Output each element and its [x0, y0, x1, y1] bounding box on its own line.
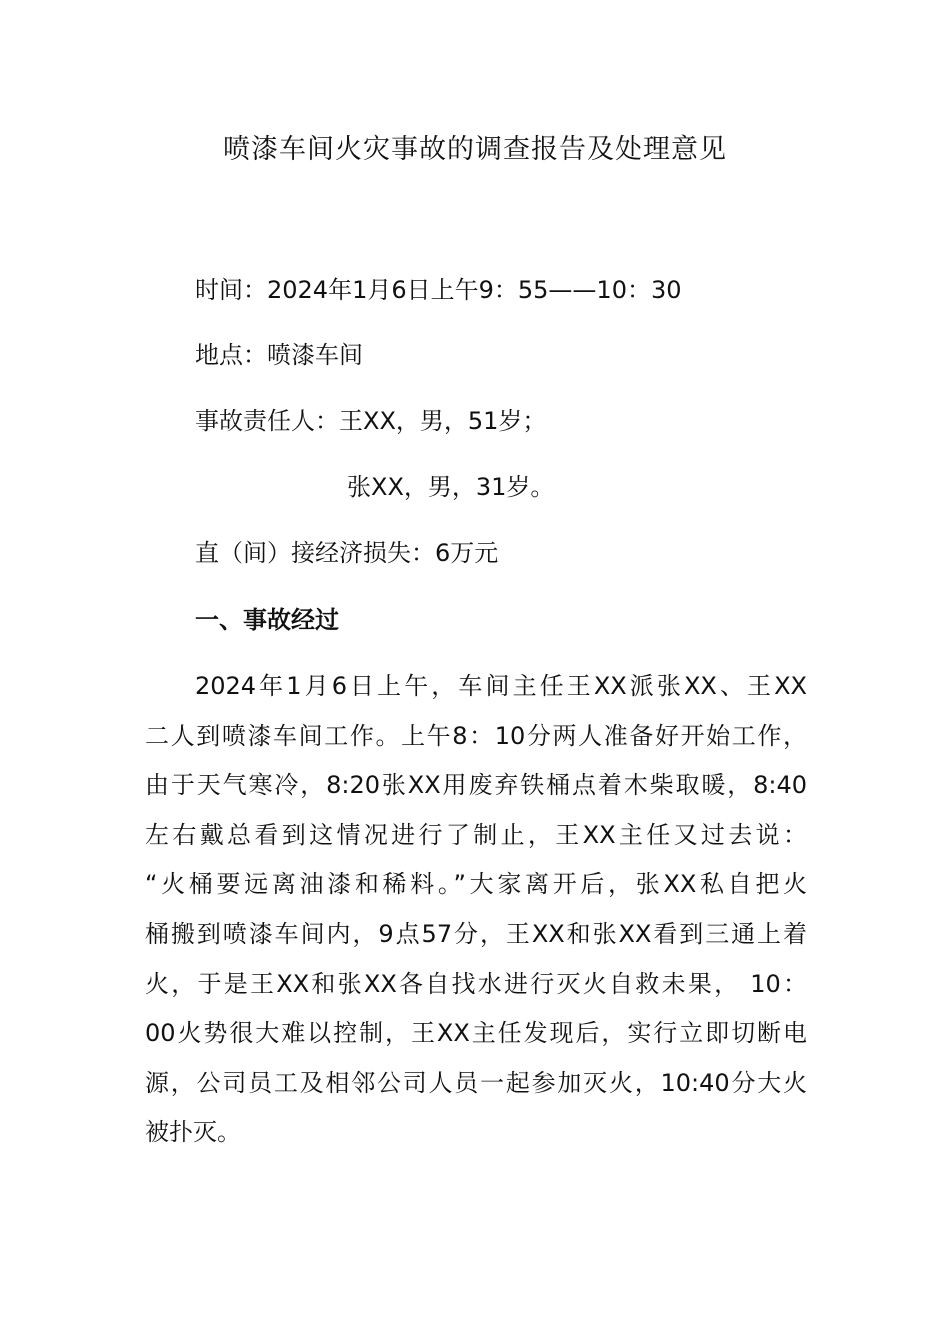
- paragraph-line: 00火势很大难以控制，王XX主任发现后，实行立即切断电: [145, 1019, 807, 1048]
- paragraph-line: “火桶要远离油漆和稀料。”大家离开后，张XX私自把火: [145, 870, 807, 899]
- paragraph-line: 2024年1月6日上午，车间主任王XX派张XX、王XX: [195, 672, 807, 700]
- document-title: 喷漆车间火灾事故的调查报告及处理意见: [223, 134, 727, 165]
- info-loss: 直（间）接经济损失：6万元: [195, 539, 499, 567]
- paragraph-line: 二人到喷漆车间工作。上午8：10分两人准备好开始工作，: [145, 721, 807, 750]
- info-responsible-1: 事故责任人：王XX，男，51岁；: [195, 407, 547, 435]
- info-time: 时间：2024年1月6日上午9：55——10：30: [195, 276, 682, 304]
- info-place: 地点：喷漆车间: [195, 341, 363, 369]
- paragraph-line: 桶搬到喷漆车间内，9点57分，王XX和张XX看到三通上着: [145, 919, 807, 948]
- info-responsible-2: 张XX，男，31岁。: [347, 473, 555, 501]
- paragraph-line: 源，公司员工及相邻公司人员一起参加灭火，10:40分大火: [145, 1068, 807, 1097]
- paragraph-line: 由于天气寒冷，8:20张XX用废弃铁桶点着木柴取暖，8:40: [145, 771, 807, 800]
- paragraph-line: 火，于是王XX和张XX各自找水进行灭火自救未果， 10：: [145, 969, 807, 998]
- section-heading-accident-process: 一、事故经过: [195, 606, 339, 634]
- paragraph-line: 左右戴总看到这情况进行了制止，王XX主任又过去说：: [145, 820, 807, 849]
- section-body-paragraph: [145, 668, 807, 1164]
- paragraph-line: 被扑灭。: [145, 1118, 241, 1147]
